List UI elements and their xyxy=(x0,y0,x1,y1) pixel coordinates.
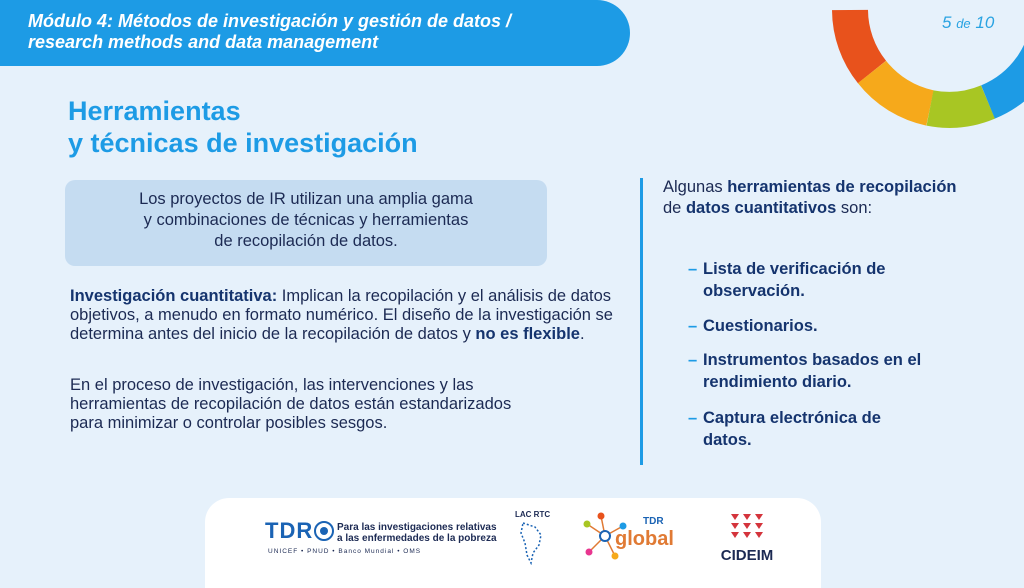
tdr-tagline-line2: a las enfermedades de la pobreza xyxy=(337,533,497,544)
tools-intro-a: Algunas xyxy=(663,178,728,196)
ring-segment-green xyxy=(930,102,988,110)
tdr-tagline xyxy=(337,522,497,544)
quantitative-period: . xyxy=(579,325,585,343)
intro-line1: Los proyectos de IR utilizan una amplia gama xyxy=(139,190,473,208)
list-item-text: Captura electrónica de datos. xyxy=(703,409,881,449)
un-emblem-icon xyxy=(313,520,335,542)
dash-bullet: – xyxy=(688,317,698,335)
tdr-global-logo xyxy=(575,508,685,568)
slide-title-line2: y técnicas de investigación xyxy=(68,128,418,158)
tdr-logo-word: TDR xyxy=(265,518,314,543)
tools-intro-c: son: xyxy=(836,199,873,217)
lac-rtc-logo xyxy=(515,510,555,570)
page-current: 5 xyxy=(942,13,952,32)
quantitative-paragraph xyxy=(70,287,630,344)
quantitative-lead: Investigación cuantitativa: xyxy=(70,287,278,305)
slide-title xyxy=(68,95,418,159)
ring-segment-yellow xyxy=(872,72,930,108)
quantitative-text: Implican la recopilación y el análisis de datos objetivos, a menudo en formato numérico. El diseño de la investigación se determina antes del inicio de la recopilación de datos y xyxy=(70,287,613,343)
cideim-mark-icon xyxy=(730,512,764,540)
list-item xyxy=(688,349,958,393)
latin-america-map-icon xyxy=(515,519,551,565)
decorative-ring xyxy=(820,0,1024,140)
global-tdr-word: TDR xyxy=(643,516,664,527)
tools-intro xyxy=(663,177,963,219)
list-item-text: Lista de verificación de observación. xyxy=(703,260,886,300)
intro-line3: de recopilación de datos. xyxy=(214,232,398,250)
module-title-line1: Módulo 4: Métodos de investigación y gestión de datos / xyxy=(28,11,512,31)
list-item-text: Instrumentos basados en el rendimiento diario. xyxy=(703,351,922,391)
ring-segment-blue xyxy=(988,10,1024,102)
module-banner xyxy=(0,0,630,66)
list-item xyxy=(688,315,973,337)
tools-intro-bold1: herramientas de recopilación xyxy=(727,178,957,196)
tdr-sponsors: UNICEF • PNUD • Banco Mundial • OMS xyxy=(268,548,422,555)
dash-bullet: – xyxy=(688,260,698,278)
standardization-paragraph: En el proceso de investigación, las intervenciones y las herramientas de recopilación de datos están estandarizados para minimizar o controlar posibles sesgos. xyxy=(70,376,512,432)
intro-line2: y combinaciones de técnicas y herramientas xyxy=(143,211,469,229)
tools-intro-bold2: datos cuantitativos xyxy=(685,199,837,217)
list-item xyxy=(688,407,903,451)
page-total: 10 xyxy=(975,13,995,32)
list-item-text: Cuestionarios. xyxy=(703,317,818,335)
ring-segment-orange xyxy=(850,10,872,72)
intro-box xyxy=(65,180,547,266)
page-of: de xyxy=(956,16,971,31)
module-title-line2: research methods and data management xyxy=(28,32,379,52)
column-divider xyxy=(640,178,643,465)
dash-bullet: – xyxy=(688,351,698,369)
cideim-name: CIDEIM xyxy=(720,547,774,564)
dash-bullet: – xyxy=(688,409,698,427)
global-word: global xyxy=(615,528,674,550)
tdr-tagline-line1: Para las investigaciones relativas xyxy=(337,522,497,533)
not-flexible-text: no es flexible xyxy=(475,325,580,343)
list-item xyxy=(688,258,913,302)
slide-title-line1: Herramientas xyxy=(68,96,241,126)
tools-intro-b: de xyxy=(663,199,686,217)
cideim-logo xyxy=(717,512,777,564)
footer-logo-bar xyxy=(205,498,821,588)
lac-rtc-title: LAC RTC xyxy=(515,510,551,519)
